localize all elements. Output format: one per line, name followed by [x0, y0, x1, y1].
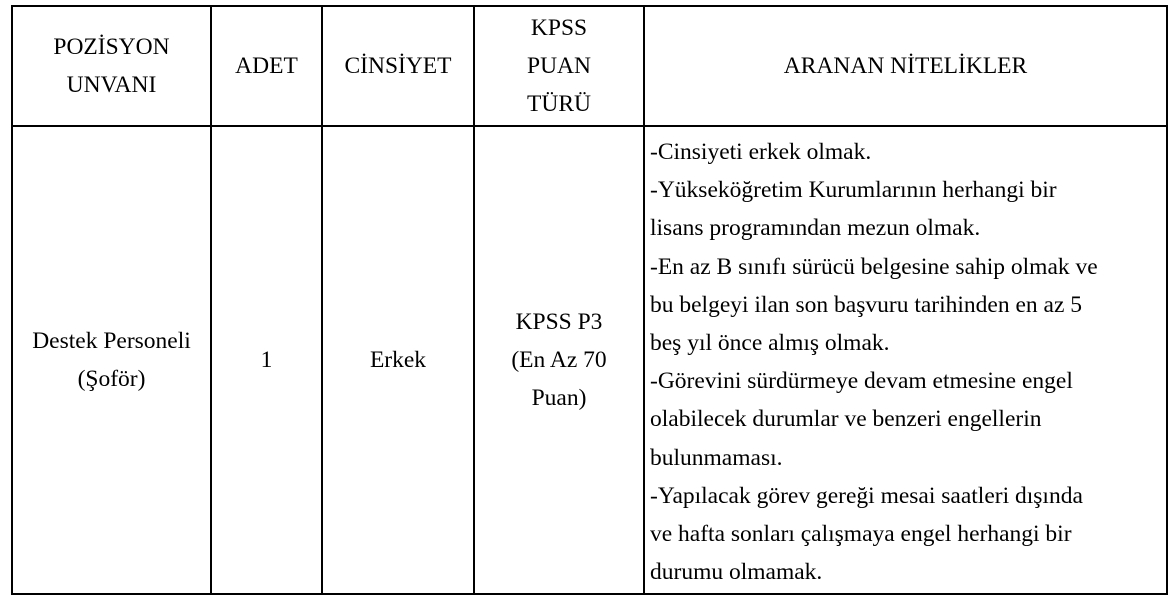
qualification-line: beş yıl önce almış olmak.	[650, 330, 890, 357]
cell-qualifications	[644, 126, 1167, 594]
cell-count: 1	[211, 126, 322, 594]
table-row	[12, 126, 1167, 594]
table-header-row	[12, 6, 1167, 126]
qualification-line: lisans programından mezun olmak.	[650, 215, 981, 242]
job-listing-table	[11, 5, 1168, 595]
qualification-line: -Yükseköğretim Kurumlarının herhangi bir	[650, 177, 1057, 204]
qualification-line: -Cinsiyeti erkek olmak.	[650, 139, 872, 165]
kpss-score-line: (En Az 70	[511, 347, 607, 374]
header-position-title-line: UNVANI	[66, 72, 157, 98]
header-position-title-line: POZİSYON	[53, 34, 170, 60]
cell-kpss-score-type	[474, 126, 644, 594]
qualification-line: durumu olmamak.	[650, 559, 823, 586]
qualification-line: bulunmaması.	[650, 444, 783, 471]
kpss-score-line: Puan)	[531, 385, 587, 412]
qualification-line: -Yapılacak görev gereği mesai saatleri dışında	[650, 482, 1083, 509]
header-position-title	[12, 6, 211, 126]
position-title-line: (Şoför)	[77, 366, 146, 393]
header-kpss-score-type	[474, 6, 644, 126]
header-qualifications: ARANAN NİTELİKLER	[644, 6, 1167, 126]
header-kpss-line: KPSS	[530, 15, 588, 41]
cell-gender: Erkek	[322, 126, 474, 594]
qualification-line: ve hafta sonları çalışmaya engel herhangi bir	[650, 521, 1072, 548]
header-kpss-line: TÜRÜ	[527, 91, 591, 117]
qualification-line: bu belgeyi ilan son başvuru tarihinden en az 5	[650, 291, 1083, 318]
header-kpss-line: PUAN	[527, 53, 591, 79]
header-gender: CİNSİYET	[322, 6, 474, 126]
qualification-line: -Görevini sürdürmeye devam etmesine engel	[650, 368, 1073, 395]
kpss-score-line: KPSS P3	[515, 309, 603, 336]
header-count: ADET	[211, 6, 322, 126]
qualification-line: -En az B sınıfı sürücü belgesine sahip olmak ve	[650, 253, 1098, 280]
qualification-line: olabilecek durumlar ve benzeri engellerin	[650, 406, 1042, 433]
position-title-line: Destek Personeli	[32, 328, 191, 355]
cell-position-title	[12, 126, 211, 594]
